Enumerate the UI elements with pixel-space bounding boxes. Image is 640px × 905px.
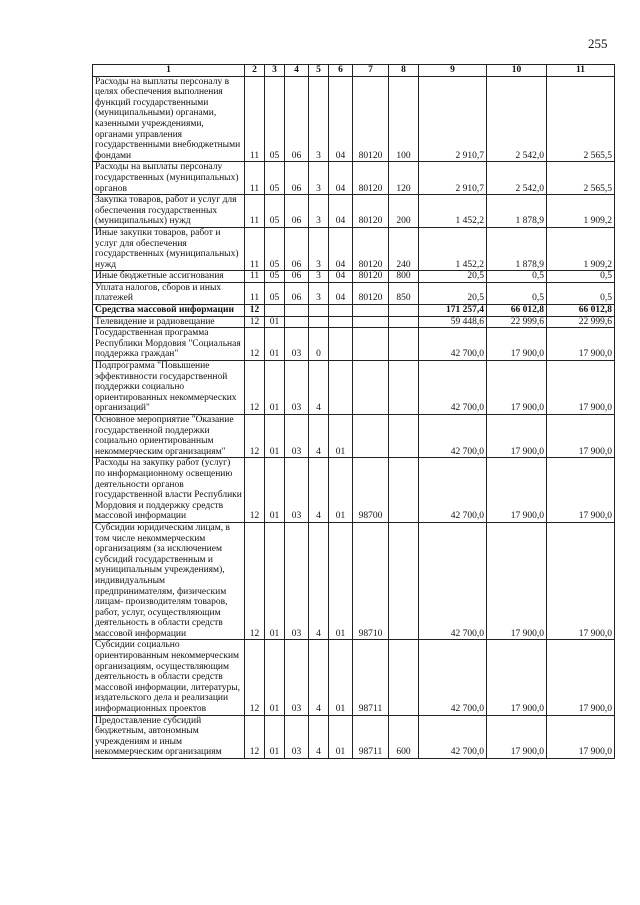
amount-year1-cell: 1 452,2 [419,195,487,228]
amount-year3-cell: 66 012,8 [547,305,615,317]
amount-year3-cell: 17 900,0 [547,328,615,361]
amount-year2-cell: 2 542,0 [487,76,547,162]
subsection-cell: 01 [265,715,285,758]
section-cell: 12 [245,415,265,458]
table-row [93,76,615,162]
table-row [93,271,615,283]
measure-cell [329,361,353,415]
direction-code-cell: 80120 [353,76,389,162]
header-cell: 6 [329,65,353,77]
header-cell: 3 [265,65,285,77]
subsection-cell: 05 [265,227,285,270]
table-row [93,415,615,458]
measure-cell: 04 [329,271,353,283]
amount-year3-cell: 17 900,0 [547,715,615,758]
section-cell: 12 [245,522,265,640]
amount-year1-cell: 20,5 [419,271,487,283]
subsection-cell: 01 [265,328,285,361]
measure-cell: 04 [329,76,353,162]
amount-year2-cell: 2 542,0 [487,162,547,195]
table-row [93,640,615,715]
amount-year3-cell: 17 900,0 [547,415,615,458]
table-row [93,227,615,270]
table-row [93,305,615,317]
measure-cell: 04 [329,227,353,270]
amount-year1-cell: 171 257,4 [419,305,487,317]
table-row [93,282,615,304]
table-row [93,162,615,195]
row-name-cell: Основное мероприятие "Оказание государственной поддержки социально ориентированным некоммерческим организациям" [93,415,245,458]
budget-table [92,64,615,759]
subprogram-cell: 4 [309,361,329,415]
row-name-cell: Иные закупки товаров, работ и услуг для обеспечения государственных (муниципальных) нужд [93,227,245,270]
expense-type-cell: 200 [389,195,419,228]
amount-year2-cell: 17 900,0 [487,458,547,523]
amount-year1-cell: 42 700,0 [419,715,487,758]
subprogram-cell: 3 [309,227,329,270]
direction-code-cell: 98710 [353,522,389,640]
subprogram-cell: 4 [309,415,329,458]
program-cell: 03 [285,415,309,458]
amount-year1-cell: 2 910,7 [419,76,487,162]
measure-cell [329,316,353,328]
subprogram-cell: 3 [309,162,329,195]
amount-year1-cell: 42 700,0 [419,328,487,361]
subsection-cell: 01 [265,415,285,458]
direction-code-cell: 80120 [353,162,389,195]
subsection-cell: 05 [265,195,285,228]
subprogram-cell: 3 [309,271,329,283]
amount-year1-cell: 42 700,0 [419,640,487,715]
table-row [93,458,615,523]
subsection-cell: 01 [265,316,285,328]
amount-year2-cell: 17 900,0 [487,361,547,415]
row-name-cell: Субсидии социально ориентированным некоммерческим организациям, осуществляющим деятельность в области средств массовой информации, литературы, издательского дела и реализации информационных проектов [93,640,245,715]
expense-type-cell: 120 [389,162,419,195]
program-cell: 06 [285,282,309,304]
row-name-cell: Расходы на выплаты персоналу в целях обеспечения выполнения функций государственными (муниципальными) органами, казенными учреждениями, органами управления государственными внебюджетными фондами [93,76,245,162]
direction-code-cell [353,361,389,415]
expense-type-cell [389,305,419,317]
table-row [93,328,615,361]
section-cell: 11 [245,162,265,195]
amount-year1-cell: 42 700,0 [419,522,487,640]
header-cell: 11 [547,65,615,77]
program-cell: 03 [285,640,309,715]
row-name-cell: Расходы на закупку работ (услуг) по информационному освещению деятельности органов государственной власти Республики Мордовия и поддержку средств массовой информации [93,458,245,523]
row-name-cell: Средства массовой информации [93,305,245,317]
expense-type-cell [389,415,419,458]
expense-type-cell: 100 [389,76,419,162]
section-cell: 12 [245,715,265,758]
section-cell: 11 [245,271,265,283]
section-cell: 12 [245,640,265,715]
measure-cell: 04 [329,195,353,228]
direction-code-cell: 80120 [353,195,389,228]
header-cell: 5 [309,65,329,77]
measure-cell: 04 [329,282,353,304]
measure-cell: 01 [329,522,353,640]
table-row [93,715,615,758]
expense-type-cell: 800 [389,271,419,283]
section-cell: 11 [245,76,265,162]
header-cell: 8 [389,65,419,77]
amount-year1-cell: 42 700,0 [419,458,487,523]
measure-cell: 01 [329,640,353,715]
table-row [93,361,615,415]
header-cell: 9 [419,65,487,77]
amount-year2-cell: 17 900,0 [487,415,547,458]
amount-year2-cell: 17 900,0 [487,328,547,361]
direction-code-cell [353,328,389,361]
program-cell: 03 [285,328,309,361]
page-number: 255 [588,36,608,51]
expense-type-cell [389,361,419,415]
expense-type-cell: 600 [389,715,419,758]
amount-year3-cell: 22 999,6 [547,316,615,328]
amount-year2-cell: 17 900,0 [487,640,547,715]
row-name-cell: Государственная программа Республики Мордовия "Социальная поддержка граждан" [93,328,245,361]
program-cell: 03 [285,522,309,640]
subprogram-cell: 3 [309,195,329,228]
row-name-cell: Уплата налогов, сборов и иных платежей [93,282,245,304]
program-cell: 06 [285,227,309,270]
program-cell: 03 [285,458,309,523]
direction-code-cell: 98711 [353,715,389,758]
expense-type-cell [389,522,419,640]
amount-year3-cell: 17 900,0 [547,640,615,715]
amount-year2-cell: 66 012,8 [487,305,547,317]
program-cell: 06 [285,162,309,195]
amount-year2-cell: 0,5 [487,271,547,283]
header-cell: 7 [353,65,389,77]
subsection-cell: 05 [265,271,285,283]
subprogram-cell: 0 [309,328,329,361]
table-header-row [93,65,615,77]
subprogram-cell [309,305,329,317]
amount-year3-cell: 17 900,0 [547,458,615,523]
direction-code-cell: 80120 [353,227,389,270]
amount-year3-cell: 2 565,5 [547,76,615,162]
table-row [93,195,615,228]
subsection-cell: 01 [265,522,285,640]
amount-year2-cell: 0,5 [487,282,547,304]
section-cell: 12 [245,328,265,361]
amount-year3-cell: 0,5 [547,282,615,304]
direction-code-cell [353,316,389,328]
expense-type-cell [389,328,419,361]
row-name-cell: Предоставление субсидий бюджетным, автономным учреждениям и иным некоммерческим организациям [93,715,245,758]
table-row [93,522,615,640]
row-name-cell: Субсидии юридическим лицам, в том числе некоммерческим организациям (за исключением субсидий государственным и муниципальным учреждениям), индивидуальным предпринимателям, физическим лицам- производителям товаров, работ, услуг, осуществляющим деятельность в области средств массовой информации [93,522,245,640]
measure-cell [329,305,353,317]
header-cell: 4 [285,65,309,77]
section-cell: 11 [245,282,265,304]
amount-year1-cell: 1 452,2 [419,227,487,270]
expense-type-cell: 850 [389,282,419,304]
header-cell: 10 [487,65,547,77]
header-cell: 1 [93,65,245,77]
direction-code-cell: 98711 [353,640,389,715]
direction-code-cell: 98700 [353,458,389,523]
section-cell: 12 [245,458,265,523]
header-cell: 2 [245,65,265,77]
amount-year3-cell: 17 900,0 [547,361,615,415]
subsection-cell: 01 [265,458,285,523]
amount-year1-cell: 42 700,0 [419,415,487,458]
subprogram-cell: 3 [309,76,329,162]
program-cell: 06 [285,195,309,228]
subprogram-cell: 3 [309,282,329,304]
amount-year3-cell: 0,5 [547,271,615,283]
measure-cell: 01 [329,415,353,458]
amount-year2-cell: 1 878,9 [487,227,547,270]
subprogram-cell: 4 [309,640,329,715]
section-cell: 12 [245,305,265,317]
measure-cell: 01 [329,458,353,523]
amount-year2-cell: 22 999,6 [487,316,547,328]
section-cell: 11 [245,227,265,270]
program-cell: 03 [285,715,309,758]
amount-year2-cell: 1 878,9 [487,195,547,228]
direction-code-cell: 80120 [353,271,389,283]
expense-type-cell [389,316,419,328]
row-name-cell: Телевидение и радиовещание [93,316,245,328]
row-name-cell: Подпрограмма "Повышение эффективности государственной поддержки социально ориентированных некоммерческих организаций" [93,361,245,415]
amount-year1-cell: 20,5 [419,282,487,304]
row-name-cell: Иные бюджетные ассигнования [93,271,245,283]
amount-year1-cell: 42 700,0 [419,361,487,415]
subsection-cell: 05 [265,76,285,162]
measure-cell [329,328,353,361]
subprogram-cell: 4 [309,715,329,758]
amount-year2-cell: 17 900,0 [487,522,547,640]
expense-type-cell: 240 [389,227,419,270]
amount-year3-cell: 1 909,2 [547,227,615,270]
subsection-cell [265,305,285,317]
program-cell [285,316,309,328]
measure-cell: 01 [329,715,353,758]
amount-year3-cell: 2 565,5 [547,162,615,195]
expense-type-cell [389,640,419,715]
section-cell: 12 [245,361,265,415]
expense-type-cell [389,458,419,523]
subprogram-cell [309,316,329,328]
subsection-cell: 05 [265,282,285,304]
amount-year1-cell: 2 910,7 [419,162,487,195]
subprogram-cell: 4 [309,458,329,523]
direction-code-cell: 80120 [353,282,389,304]
program-cell: 06 [285,271,309,283]
direction-code-cell [353,415,389,458]
amount-year3-cell: 1 909,2 [547,195,615,228]
section-cell: 11 [245,195,265,228]
direction-code-cell [353,305,389,317]
subsection-cell: 05 [265,162,285,195]
section-cell: 12 [245,316,265,328]
program-cell: 03 [285,361,309,415]
row-name-cell: Расходы на выплаты персоналу государственных (муниципальных) органов [93,162,245,195]
subsection-cell: 01 [265,640,285,715]
subprogram-cell: 4 [309,522,329,640]
amount-year1-cell: 59 448,6 [419,316,487,328]
row-name-cell: Закупка товаров, работ и услуг для обеспечения государственных (муниципальных) нужд [93,195,245,228]
amount-year3-cell: 17 900,0 [547,522,615,640]
table-row [93,316,615,328]
amount-year2-cell: 17 900,0 [487,715,547,758]
subsection-cell: 01 [265,361,285,415]
program-cell [285,305,309,317]
measure-cell: 04 [329,162,353,195]
program-cell: 06 [285,76,309,162]
